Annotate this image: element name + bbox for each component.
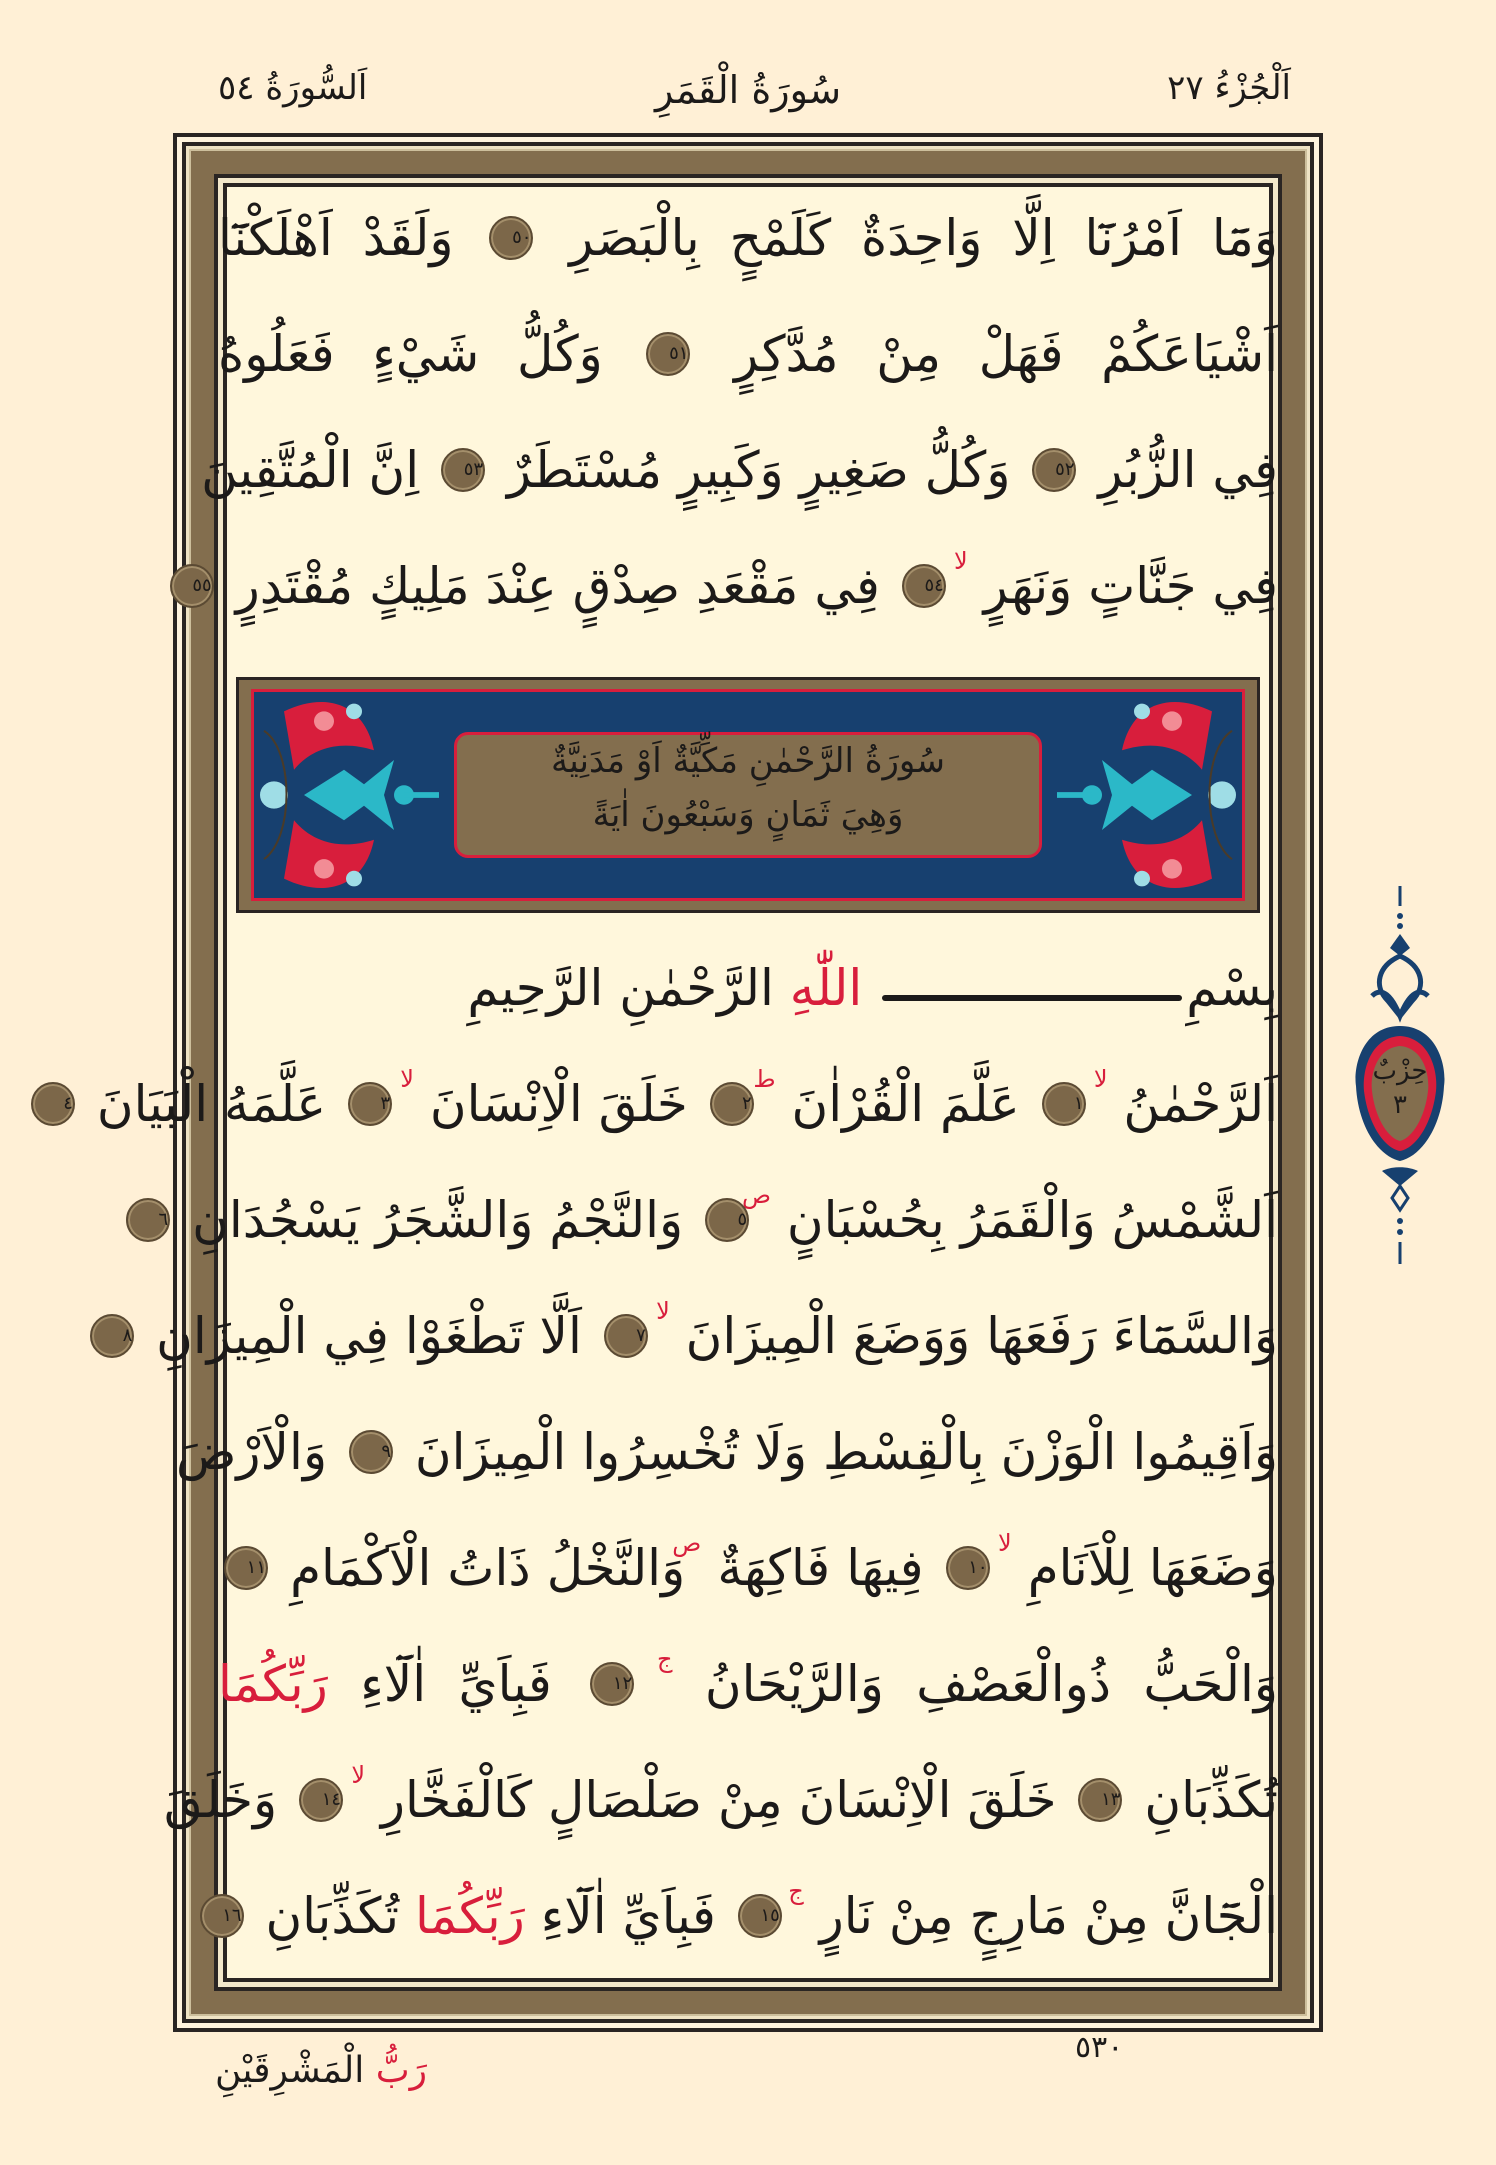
highlighted-word: رَبِّكُمَا xyxy=(415,1887,525,1945)
verse-text: وَالْاَرْضَ xyxy=(175,1423,328,1481)
verse-line xyxy=(218,180,1278,296)
ayah-end-marker: ١٦ xyxy=(200,1894,244,1938)
ayah-end-marker: ٥٣ xyxy=(441,448,485,492)
verse-text: فِيهَا فَاكِهَةٌ xyxy=(717,1539,924,1597)
verse-text: وَاَقِيمُوا الْوَزْنَ بِالْقِسْطِ وَلَا تُخْسِرُوا الْمِيزَانَ xyxy=(414,1423,1278,1481)
highlighted-word: رَبِّكُمَا xyxy=(218,1655,328,1713)
verse-line xyxy=(201,412,1278,528)
verse-line: اَلشَّمْسُ وَالْقَمَرُ بِحُسْبَانٍ ص ٥ وَالنَّجْمُ وَالشَّجَرُ يَسْجُدَانِ ٦ xyxy=(218,1162,1278,1278)
page-header xyxy=(0,68,1496,128)
ayah-end-marker: ٦ xyxy=(126,1198,170,1242)
catchword-red: رَبُّ xyxy=(375,2050,427,2091)
ayah-end-marker: ١٢ xyxy=(590,1662,634,1706)
verse-line: وَالسَّمَٓاءَ رَفَعَهَا وَوَضَعَ الْمِيزَانَ لا ٧ اَلَّا تَطْغَوْا فِي الْمِيزَانِ ٨ xyxy=(218,1278,1278,1394)
basmala-rest: الرَّحْمٰنِ الرَّحِيمِ xyxy=(467,959,774,1017)
verse-text: وَمَٓا اَمْرُنَٓا اِلَّا وَاحِدَةٌ كَلَمْحٍ بِالْبَصَرِ xyxy=(569,209,1278,267)
hizb-label: حِزْبٌ xyxy=(1372,1056,1428,1086)
verse-text: وَالسَّمَٓاءَ رَفَعَهَا وَوَضَعَ الْمِيزَانَ xyxy=(685,1307,1278,1365)
verses-block-2 xyxy=(63,1046,1279,1974)
verse-line: فِي جَنَّاتٍ وَنَهَرٍ لا ٥٤ فِي مَقْعَدِ صِدْقٍ عِنْدَ مَلِيكٍ مُقْتَدِرٍ ٥٥ xyxy=(218,528,1278,644)
hizb-number: ٣ xyxy=(1393,1090,1407,1120)
ayah-end-marker: ٨ xyxy=(90,1314,134,1358)
ayah-end-marker: ٣ xyxy=(348,1082,392,1126)
verse-text: عَلَّمَهُ الْبَيَانَ xyxy=(96,1075,327,1133)
verse-text: اَلَّا تَطْغَوْا فِي الْمِيزَانِ xyxy=(156,1307,582,1365)
kashida-stroke xyxy=(882,995,1182,1001)
verse-line: اَلرَّحْمٰنُ لا ١ عَلَّمَ الْقُرْاٰنَ ط ٢ خَلَقَ الْاِنْسَانَ لا ٣ عَلَّمَهُ الْبَيَانَ ٤ xyxy=(218,1046,1278,1162)
verse-text: الْجَٓانَّ مِنْ مَارِجٍ مِنْ نَارٍ xyxy=(819,1887,1278,1945)
verse-line: وَضَعَهَا لِلْاَنَامِ لا ١٠ فِيهَا فَاكِهَةٌ ص وَالنَّخْلُ ذَاتُ الْاَكْمَامِ ١١ xyxy=(218,1510,1278,1626)
ayah-end-marker: ١٣ xyxy=(1078,1778,1122,1822)
surah-title-line1: سُورَةُ الرَّحْمٰنِ مَكِّيَّةٌ اَوْ مَدَنِيَّةٌ xyxy=(551,741,945,781)
surah-title-box xyxy=(236,677,1260,913)
verse-line: وَالْحَبُّ ذُوالْعَصْفِ وَالرَّيْحَانُ ج ١٢ فَبِاَيِّ اٰلَٓاءِ رَبِّكُمَا xyxy=(218,1645,1279,1713)
ayah-end-marker: ٥٥ xyxy=(170,564,214,608)
verse-text: اَشْيَاعَكُمْ فَهَلْ مِنْ مُدَّكِرٍ xyxy=(734,325,1278,383)
surah-title-line2: وَهِيَ ثَمَانٍ وَسَبْعُونَ اٰيَةً xyxy=(592,795,904,835)
ayah-end-marker: ٥٠ xyxy=(489,216,533,260)
arabesque-ornament-icon xyxy=(1022,692,1242,898)
verse-text: فِي مَقْعَدِ صِدْقٍ عِنْدَ مَلِيكٍ مُقْتَدِرٍ xyxy=(235,557,880,615)
catchword xyxy=(215,2050,427,2091)
verse-text: فَبِاَيِّ اٰلَٓاءِ xyxy=(540,1887,716,1945)
verse-text: وَلَقَدْ اَهْلَكْنَٓا xyxy=(218,209,454,267)
verse-text: وَكُلُّ شَيْءٍ فَعَلُوهُ xyxy=(218,325,603,383)
basmala-bism: بِسْمِ xyxy=(1186,959,1278,1017)
verse-text: خَلَقَ الْاِنْسَانَ مِنْ صَلْصَالٍ كَالْفَخَّارِ xyxy=(380,1771,1057,1829)
ayah-end-marker: ٥١ xyxy=(646,332,690,376)
ayah-end-marker: ٥٤ xyxy=(902,564,946,608)
verse-text: اَلرَّحْمٰنُ xyxy=(1123,1075,1278,1133)
juz-label: اَلْجُزْءُ ٢٧ xyxy=(1167,68,1291,108)
verse-text: فِي الزُّبُرِ xyxy=(1098,441,1278,499)
ayah-end-marker: ٤ xyxy=(31,1082,75,1126)
verse-text: تُكَذِّبَانِ xyxy=(265,1887,400,1945)
verse-text: اِنَّ الْمُتَّقِينَ xyxy=(201,441,420,499)
ayah-end-marker: ٩ xyxy=(349,1430,393,1474)
ayah-end-marker: ٧ xyxy=(604,1314,648,1358)
ayah-end-marker: ١٤ xyxy=(299,1778,343,1822)
ayah-end-marker: ٥٢ xyxy=(1032,448,1076,492)
page-number: ٥٣٠ xyxy=(1075,2030,1124,2065)
ayah-end-marker: ١٥ xyxy=(738,1894,782,1938)
ayah-end-marker: ٥ xyxy=(705,1198,749,1242)
verse-text: فَبِاَيِّ اٰلَٓاءِ xyxy=(360,1655,552,1713)
basmala-allah: اللّٰهِ xyxy=(789,959,863,1017)
arabesque-ornament-icon xyxy=(254,692,474,898)
surah-title-cartouche xyxy=(454,732,1042,858)
catchword-rest: الْمَشْرِقَيْنِ xyxy=(215,2050,365,2091)
verse-text: وَكُلُّ صَغِيرٍ وَكَبِيرٍ مُسْتَطَرٌ xyxy=(506,441,1011,499)
verses-block-1 xyxy=(192,180,1278,644)
verse-text: وَالْحَبُّ ذُوالْعَصْفِ وَالرَّيْحَانُ xyxy=(704,1655,1279,1713)
verse-text: وَالنَّجْمُ وَالشَّجَرُ يَسْجُدَانِ xyxy=(192,1191,684,1249)
verse-line xyxy=(218,296,1278,412)
surah-title-border xyxy=(251,689,1245,901)
basmala-line xyxy=(218,930,1278,1046)
verse-text: اَلشَّمْسُ وَالْقَمَرُ بِحُسْبَانٍ xyxy=(786,1191,1278,1249)
verse-text: فِي جَنَّاتٍ وَنَهَرٍ xyxy=(983,557,1278,615)
verse-text: عَلَّمَ الْقُرْاٰنَ xyxy=(791,1075,1020,1133)
surah-name-header: سُورَةُ الْقَمَرِ xyxy=(654,68,842,112)
verse-line: تُكَذِّبَانِ ١٣ خَلَقَ الْاِنْسَانَ مِنْ صَلْصَالٍ كَالْفَخَّارِ لا ١٤ وَخَلَقَ xyxy=(163,1761,1278,1829)
verse-line xyxy=(175,1394,1278,1510)
verse-text: تُكَذِّبَانِ xyxy=(1144,1771,1278,1829)
ayah-end-marker: ١٠ xyxy=(946,1546,990,1590)
verse-text: وَضَعَهَا لِلْاَنَامِ xyxy=(1027,1539,1278,1597)
ayah-end-marker: ٢ xyxy=(710,1082,754,1126)
ayah-end-marker: ١١ xyxy=(224,1546,268,1590)
hizb-marker xyxy=(1352,886,1448,1276)
verse-line: الْجَٓانَّ مِنْ مَارِجٍ مِنْ نَارٍ ج ١٥ فَبِاَيِّ اٰلَٓاءِ رَبِّكُمَا تُكَذِّبَانِ ١٦ xyxy=(218,1858,1278,1974)
verse-text: وَخَلَقَ xyxy=(163,1771,278,1829)
verse-text: وَالنَّخْلُ ذَاتُ الْاَكْمَامِ xyxy=(290,1539,686,1597)
ayah-end-marker: ١ xyxy=(1042,1082,1086,1126)
verse-text: خَلَقَ الْاِنْسَانَ xyxy=(429,1075,688,1133)
surah-number-label: اَلسُّورَةُ ٥٤ xyxy=(218,68,368,108)
